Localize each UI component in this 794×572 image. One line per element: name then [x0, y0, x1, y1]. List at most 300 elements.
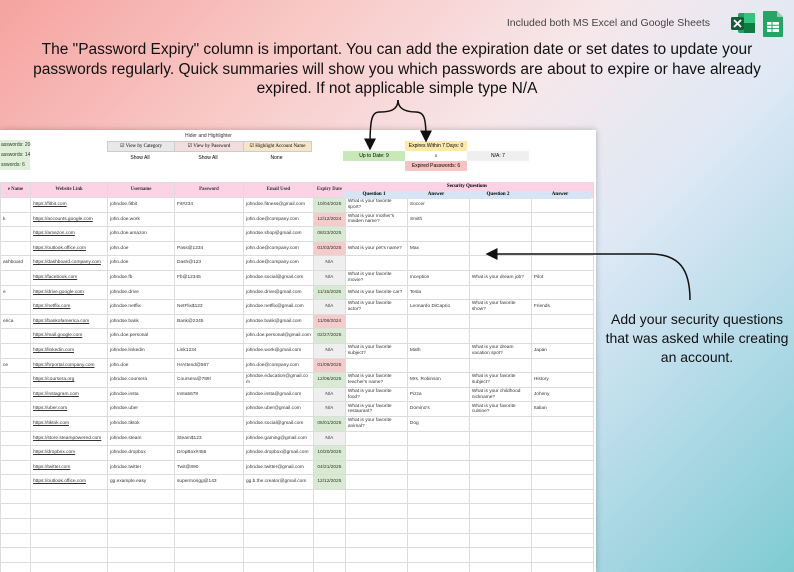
account-name-cell[interactable] [1, 475, 31, 490]
username-cell[interactable]: johndoe.uber [108, 402, 175, 417]
column-header: Username [108, 183, 175, 198]
answer-1-cell[interactable]: Pizza [407, 387, 469, 402]
empty-cell[interactable] [31, 533, 108, 548]
password-cell[interactable]: Bank@2345 [175, 314, 244, 329]
password-cell[interactable]: Link1234 [175, 343, 244, 358]
answer-2-cell[interactable] [531, 256, 593, 271]
empty-cell[interactable] [108, 533, 175, 548]
website-link[interactable]: https://outlook.office.com [31, 241, 108, 256]
expiry-date-cell[interactable]: 01/03/2025 [313, 241, 345, 256]
account-name-cell[interactable] [1, 431, 31, 446]
email-cell[interactable]: johndoe.fitness@gmail.com [244, 198, 314, 213]
highlight-account-select[interactable]: None [270, 155, 283, 161]
expiry-date-cell[interactable]: N/A [313, 402, 345, 417]
empty-cell[interactable] [108, 519, 175, 534]
table-row [1, 314, 594, 329]
answer-1-cell[interactable]: Math [407, 343, 469, 358]
answer-1-cell[interactable]: Mrs. Robinson [407, 373, 469, 388]
checkbox-icon: ☑ [119, 144, 126, 149]
password-cell[interactable]: Fb@12345 [175, 270, 244, 285]
question-1-cell[interactable] [345, 446, 407, 461]
account-name-cell[interactable] [1, 227, 31, 242]
empty-cell[interactable] [345, 548, 407, 563]
password-cell[interactable] [175, 402, 244, 417]
google-sheets-icon [762, 10, 784, 38]
expiry-date-cell[interactable]: 12/12/2025 [313, 475, 345, 490]
password-cell[interactable]: NetFlix$123 [175, 300, 244, 315]
password-cell[interactable]: supermongg@143 [175, 475, 244, 490]
account-name-cell[interactable] [1, 446, 31, 461]
username-cell[interactable]: john.doe.personal [108, 329, 175, 344]
question-1-cell[interactable]: What is your favorite animal? [345, 416, 407, 431]
up-to-date-count: Up to Date: 9 [343, 151, 405, 161]
question-1-cell[interactable] [345, 227, 407, 242]
expiry-date-cell[interactable]: 12/06/2025 [313, 373, 345, 388]
empty-cell[interactable] [175, 519, 244, 534]
answer-2-cell[interactable] [531, 314, 593, 329]
question-1-header: Question 1 [343, 191, 405, 199]
email-cell[interactable]: johndoe.drive@gmail.com [244, 285, 314, 300]
expiry-date-cell[interactable]: N/A [313, 343, 345, 358]
username-cell[interactable]: johndoe.netflix [108, 300, 175, 315]
empty-cell[interactable] [531, 562, 593, 572]
website-link[interactable]: https://linkedin.com [31, 343, 108, 358]
empty-cell[interactable] [345, 533, 407, 548]
website-link[interactable]: https://store.steampowered.com [31, 431, 108, 446]
account-name-cell[interactable] [1, 416, 31, 431]
website-link[interactable]: https://dropbox.com [31, 446, 108, 461]
account-name-cell[interactable]: erica [1, 314, 31, 329]
question-2-cell[interactable] [469, 446, 531, 461]
empty-cell[interactable] [1, 519, 31, 534]
website-link[interactable]: https://dashboard.company.com [31, 256, 108, 271]
question-1-cell[interactable] [345, 460, 407, 475]
password-cell[interactable] [175, 329, 244, 344]
question-1-cell[interactable] [345, 431, 407, 446]
account-name-cell[interactable] [1, 343, 31, 358]
question-1-cell[interactable]: What is your favorite car? [345, 285, 407, 300]
empty-cell[interactable] [531, 548, 593, 563]
account-name-cell[interactable] [1, 300, 31, 315]
account-name-cell[interactable] [1, 402, 31, 417]
answer-1-cell[interactable] [407, 256, 469, 271]
empty-cell[interactable] [313, 533, 345, 548]
website-link[interactable]: https://netflix.com [31, 300, 108, 315]
account-name-cell[interactable] [1, 460, 31, 475]
empty-cell[interactable] [244, 548, 314, 563]
question-1-cell[interactable]: What is your pet's name? [345, 241, 407, 256]
question-2-cell[interactable] [469, 285, 531, 300]
empty-cell[interactable] [345, 489, 407, 504]
empty-cell[interactable] [31, 489, 108, 504]
empty-cell[interactable] [345, 504, 407, 519]
expiry-date-cell[interactable]: 04/21/2025 [313, 460, 345, 475]
password-cell[interactable]: Pass@1234 [175, 241, 244, 256]
headline-text: The "Password Expiry" column is important. You can add the expiration date or set dates to update your passwords regularly. Quick summaries will show you which passwords are about to expire or have already expired. If not applicable simple type N/A [33, 41, 761, 97]
table-row [1, 475, 594, 490]
email-cell[interactable]: johndoe.netflix@gmail.com [244, 300, 314, 315]
table-row [1, 358, 594, 373]
question-1-cell[interactable]: What is your favorite sport? [345, 198, 407, 213]
email-cell[interactable]: john.doe@company.com [244, 212, 314, 227]
column-header: Expiry Date [313, 183, 345, 198]
website-link[interactable]: https://mail.google.com [31, 329, 108, 344]
empty-cell[interactable] [1, 562, 31, 572]
password-cell[interactable]: Insta5678 [175, 387, 244, 402]
security-questions-title: Security Questions [343, 182, 591, 191]
password-cell[interactable] [175, 212, 244, 227]
question-1-cell[interactable]: What is your favorite subject? [345, 343, 407, 358]
username-cell[interactable]: john.doe [108, 241, 175, 256]
question-2-cell[interactable] [469, 431, 531, 446]
username-cell[interactable]: johndoe.twitter [108, 460, 175, 475]
table-row [1, 329, 594, 344]
answer-2-cell[interactable] [531, 460, 593, 475]
empty-cell[interactable] [175, 489, 244, 504]
website-link[interactable]: https://outlook.office.com [31, 475, 108, 490]
answer-2-cell[interactable] [531, 358, 593, 373]
answer-2-cell[interactable]: History [531, 373, 593, 388]
question-1-cell[interactable] [345, 329, 407, 344]
empty-cell[interactable] [469, 504, 531, 519]
answer-1-cell[interactable]: Inception [407, 270, 469, 285]
username-cell[interactable]: johndoe.fb [108, 270, 175, 285]
answer-2-cell[interactable] [531, 475, 593, 490]
empty-cell[interactable] [313, 504, 345, 519]
empty-cell[interactable] [407, 519, 469, 534]
empty-cell[interactable] [407, 533, 469, 548]
answer-2-cell[interactable] [531, 416, 593, 431]
username-cell[interactable]: gg.example.easy [108, 475, 175, 490]
question-2-cell[interactable] [469, 256, 531, 271]
answer-1-cell[interactable]: Dog [407, 416, 469, 431]
checkbox-icon: ☑ [187, 144, 194, 149]
empty-cell[interactable] [313, 562, 345, 572]
answer-1-cell[interactable] [407, 431, 469, 446]
question-1-cell[interactable] [345, 256, 407, 271]
account-name-cell[interactable]: k [1, 212, 31, 227]
question-2-cell[interactable] [469, 314, 531, 329]
email-cell[interactable]: johndoe.dropbox@gmail.com [244, 446, 314, 461]
website-link[interactable]: https://uber.com [31, 402, 108, 417]
question-2-cell[interactable]: What is your dream job? [469, 270, 531, 285]
username-cell[interactable]: john.doe [108, 358, 175, 373]
question-2-cell[interactable] [469, 475, 531, 490]
table-row [1, 198, 594, 213]
view-by-category-select[interactable]: Show All [130, 155, 150, 161]
empty-row [1, 489, 594, 504]
expiry-date-cell[interactable]: 12/12/2024 [313, 212, 345, 227]
website-link[interactable]: https://facebook.com [31, 270, 108, 285]
table-row [1, 270, 594, 285]
empty-cell[interactable] [345, 519, 407, 534]
website-link[interactable]: https://twitter.com [31, 460, 108, 475]
email-cell[interactable]: johndoe.shop@gmail.com [244, 227, 314, 242]
question-2-cell[interactable] [469, 212, 531, 227]
expiry-date-cell[interactable]: N/A [313, 387, 345, 402]
account-name-cell[interactable] [1, 373, 31, 388]
empty-cell[interactable] [244, 562, 314, 572]
empty-cell[interactable] [469, 548, 531, 563]
password-cell[interactable] [175, 416, 244, 431]
answer-1-header: Answer [405, 191, 467, 199]
answer-2-cell[interactable] [531, 241, 593, 256]
password-cell[interactable]: Coursera@789! [175, 373, 244, 388]
empty-cell[interactable] [175, 533, 244, 548]
empty-cell[interactable] [407, 548, 469, 563]
username-cell[interactable]: johndoe.linkedin [108, 343, 175, 358]
email-cell[interactable]: john.doe@company.com [244, 358, 314, 373]
account-name-cell[interactable] [1, 198, 31, 213]
password-cell[interactable]: Steam$123 [175, 431, 244, 446]
expiry-date-cell[interactable]: N/A [313, 256, 345, 271]
question-1-cell[interactable] [345, 475, 407, 490]
empty-cell[interactable] [1, 489, 31, 504]
checkbox-icon: ☑ [249, 144, 256, 149]
website-link[interactable]: https://bankofamerica.com [31, 314, 108, 329]
expiry-date-cell[interactable]: 05/01/2025 [313, 416, 345, 431]
answer-2-cell[interactable] [531, 198, 593, 213]
answer-2-cell[interactable] [531, 285, 593, 300]
na-count: N/A: 7 [467, 151, 529, 161]
answer-1-cell[interactable]: Domino's [407, 402, 469, 417]
account-name-cell[interactable]: e [1, 285, 31, 300]
password-cell[interactable] [175, 285, 244, 300]
empty-cell[interactable] [1, 504, 31, 519]
empty-cell[interactable] [469, 519, 531, 534]
email-cell[interactable]: johndoe.social@gmail.com [244, 416, 314, 431]
question-1-cell[interactable]: What is your favorite teacher's name? [345, 373, 407, 388]
answer-1-cell[interactable]: Tesla [407, 285, 469, 300]
password-cell[interactable] [175, 227, 244, 242]
question-1-cell[interactable]: What is your favorite restaurant? [345, 402, 407, 417]
email-cell[interactable]: johndoe.education@gmail.co m [244, 373, 314, 388]
empty-cell[interactable] [31, 504, 108, 519]
empty-cell[interactable] [531, 519, 593, 534]
username-cell[interactable]: johndoe.dropbox [108, 446, 175, 461]
table-row [1, 460, 594, 475]
empty-cell[interactable] [175, 504, 244, 519]
empty-cell[interactable] [175, 548, 244, 563]
table-row [1, 212, 594, 227]
empty-row [1, 519, 594, 534]
empty-cell[interactable] [469, 533, 531, 548]
table-row [1, 431, 594, 446]
account-name-cell[interactable] [1, 329, 31, 344]
empty-cell[interactable] [1, 533, 31, 548]
question-2-cell[interactable] [469, 460, 531, 475]
included-products-text: Included both MS Excel and Google Sheets [506, 17, 710, 29]
answer-2-cell[interactable] [531, 227, 593, 242]
username-cell[interactable]: john.doe.amazon [108, 227, 175, 242]
table-row [1, 256, 594, 271]
answer-2-cell[interactable] [531, 212, 593, 227]
username-cell[interactable]: john.doe.work [108, 212, 175, 227]
answer-2-cell[interactable] [531, 431, 593, 446]
email-cell[interactable]: johndoe.social@gmail.com [244, 270, 314, 285]
question-2-cell[interactable] [469, 329, 531, 344]
answer-2-cell[interactable]: Johnny [531, 387, 593, 402]
empty-cell[interactable] [31, 519, 108, 534]
question-2-cell[interactable] [469, 416, 531, 431]
website-link[interactable]: https://fitbit.com [31, 198, 108, 213]
empty-cell[interactable] [31, 548, 108, 563]
answer-1-cell[interactable] [407, 227, 469, 242]
empty-cell[interactable] [407, 562, 469, 572]
expires-soon-value: 0 [434, 153, 438, 158]
empty-cell[interactable] [313, 548, 345, 563]
website-link[interactable]: https://coursera.org [31, 373, 108, 388]
empty-cell[interactable] [108, 489, 175, 504]
username-cell[interactable]: johndoe.insta [108, 387, 175, 402]
question-1-cell[interactable]: What is your favorite movie? [345, 270, 407, 285]
expiry-date-cell[interactable]: 08/23/2025 [313, 227, 345, 242]
email-cell[interactable]: johndoe.insta@gmail.com [244, 387, 314, 402]
website-link[interactable]: https://instagram.com [31, 387, 108, 402]
expiry-date-cell[interactable]: 10/04/2025 [313, 198, 345, 213]
password-cell[interactable]: Dash@123 [175, 256, 244, 271]
question-1-cell[interactable]: What is your favorite food? [345, 387, 407, 402]
empty-cell[interactable] [531, 533, 593, 548]
expiry-date-cell[interactable]: 11/08/2024 [313, 314, 345, 329]
answer-2-cell[interactable]: Japan [531, 343, 593, 358]
answer-2-cell[interactable] [531, 446, 593, 461]
column-header: Website Link [31, 183, 108, 198]
answer-1-cell[interactable]: Smith [407, 212, 469, 227]
question-2-cell[interactable] [469, 358, 531, 373]
expiry-date-cell[interactable]: N/A [313, 270, 345, 285]
empty-cell[interactable] [108, 548, 175, 563]
empty-cell[interactable] [31, 562, 108, 572]
empty-cell[interactable] [175, 562, 244, 572]
question-2-cell[interactable]: What is your dream vacation spot? [469, 343, 531, 358]
empty-cell[interactable] [531, 504, 593, 519]
question-1-cell[interactable] [345, 314, 407, 329]
answer-1-cell[interactable]: Soccer [407, 198, 469, 213]
email-cell[interactable]: johndoe.work@gmail.com [244, 343, 314, 358]
question-2-cell[interactable]: What is your favorite cuisine? [469, 402, 531, 417]
username-cell[interactable]: john.doe [108, 256, 175, 271]
expiry-date-cell[interactable]: 01/09/2025 [313, 358, 345, 373]
answer-2-cell[interactable]: Italian [531, 402, 593, 417]
empty-cell[interactable] [469, 489, 531, 504]
answer-1-cell[interactable] [407, 314, 469, 329]
column-header: Email Used [244, 183, 314, 198]
empty-cell[interactable] [1, 548, 31, 563]
username-cell[interactable]: johndoe.bank [108, 314, 175, 329]
empty-cell[interactable] [108, 504, 175, 519]
question-2-cell[interactable]: What is your favorite show? [469, 300, 531, 315]
email-cell[interactable]: gg.b.the.creator@gmail.com [244, 475, 314, 490]
username-cell[interactable]: johndoe.steam [108, 431, 175, 446]
question-2-cell[interactable] [469, 227, 531, 242]
account-name-cell[interactable]: ce [1, 358, 31, 373]
expiry-date-cell[interactable]: 10/20/2025 [313, 446, 345, 461]
password-cell[interactable]: Twit@890 [175, 460, 244, 475]
username-cell[interactable]: johndoe.drive [108, 285, 175, 300]
empty-cell[interactable] [244, 533, 314, 548]
account-name-cell[interactable]: ashboard [1, 256, 31, 271]
website-link[interactable]: https://tiktok.com [31, 416, 108, 431]
empty-cell[interactable] [407, 489, 469, 504]
answer-2-cell[interactable] [531, 329, 593, 344]
question-1-cell[interactable] [345, 358, 407, 373]
empty-cell[interactable] [244, 519, 314, 534]
answer-2-cell[interactable]: Pilot [531, 270, 593, 285]
table-row [1, 343, 594, 358]
answer-1-cell[interactable]: Leonardo DiCaprio [407, 300, 469, 315]
question-2-cell[interactable]: What is your favorite subject? [469, 373, 531, 388]
summary-line: asswords: 20 [1, 142, 31, 148]
email-cell[interactable]: johndoe.gaming@gmail.com [244, 431, 314, 446]
empty-cell[interactable] [244, 489, 314, 504]
question-1-cell[interactable]: What is your mother's maiden name? [345, 212, 407, 227]
username-cell[interactable]: johndoe.tiktok [108, 416, 175, 431]
answer-1-cell[interactable] [407, 446, 469, 461]
password-cell[interactable]: DropBox#456 [175, 446, 244, 461]
answer-1-cell[interactable] [407, 475, 469, 490]
empty-cell[interactable] [469, 562, 531, 572]
question-2-cell[interactable]: What is your childhood nickname? [469, 387, 531, 402]
email-cell[interactable]: johndoe.bank@gmail.com [244, 314, 314, 329]
password-cell[interactable]: Fit#234 [175, 198, 244, 213]
question-1-cell[interactable]: What is your favorite actor? [345, 300, 407, 315]
question-2-cell[interactable] [469, 241, 531, 256]
empty-cell[interactable] [345, 562, 407, 572]
email-cell[interactable]: john.doe@company.com [244, 241, 314, 256]
highlight-account-header: ☑ Highlight Account Name [243, 141, 312, 152]
table-row [1, 373, 594, 388]
username-cell[interactable]: johndoe.coursera [108, 373, 175, 388]
table-row [1, 416, 594, 431]
empty-cell[interactable] [407, 504, 469, 519]
account-name-cell[interactable] [1, 387, 31, 402]
table-row [1, 387, 594, 402]
sheet-title: Hider and Highlighter [185, 133, 232, 139]
answer-1-cell[interactable] [407, 460, 469, 475]
email-cell[interactable]: john.doe.personal@gmail.com [244, 329, 314, 344]
empty-cell[interactable] [313, 489, 345, 504]
answer-1-cell[interactable] [407, 329, 469, 344]
answer-2-header: Answer [529, 191, 591, 199]
website-link[interactable]: https://accounts.google.com [31, 212, 108, 227]
expiry-date-cell[interactable]: N/A [313, 300, 345, 315]
username-cell[interactable]: johndoe.fitbit [108, 198, 175, 213]
answer-1-cell[interactable]: Max [407, 241, 469, 256]
website-link[interactable]: https://amazon.com [31, 227, 108, 242]
account-name-cell[interactable] [1, 270, 31, 285]
email-cell[interactable]: john.doe@company.com [244, 256, 314, 271]
question-2-cell[interactable] [469, 198, 531, 213]
view-by-password-select[interactable]: Show All [198, 155, 218, 161]
answer-1-cell[interactable] [407, 358, 469, 373]
empty-cell[interactable] [108, 562, 175, 572]
expiry-date-cell[interactable]: N/A [313, 431, 345, 446]
empty-cell[interactable] [531, 489, 593, 504]
email-cell[interactable]: johndoe.uber@gmail.com [244, 402, 314, 417]
password-cell[interactable]: HrAttend@567 [175, 358, 244, 373]
answer-2-cell[interactable]: Friends [531, 300, 593, 315]
question-2-header: Question 2 [467, 191, 529, 199]
website-link[interactable]: https://hrportal.company.com [31, 358, 108, 373]
email-cell[interactable]: johndoe.twitter@gmail.com [244, 460, 314, 475]
expiry-date-cell[interactable]: 11/15/2025 [313, 285, 345, 300]
website-link[interactable]: https://drive.google.com [31, 285, 108, 300]
empty-cell[interactable] [244, 504, 314, 519]
empty-cell[interactable] [313, 519, 345, 534]
expiry-date-cell[interactable]: 02/27/2025 [313, 329, 345, 344]
account-name-cell[interactable] [1, 241, 31, 256]
